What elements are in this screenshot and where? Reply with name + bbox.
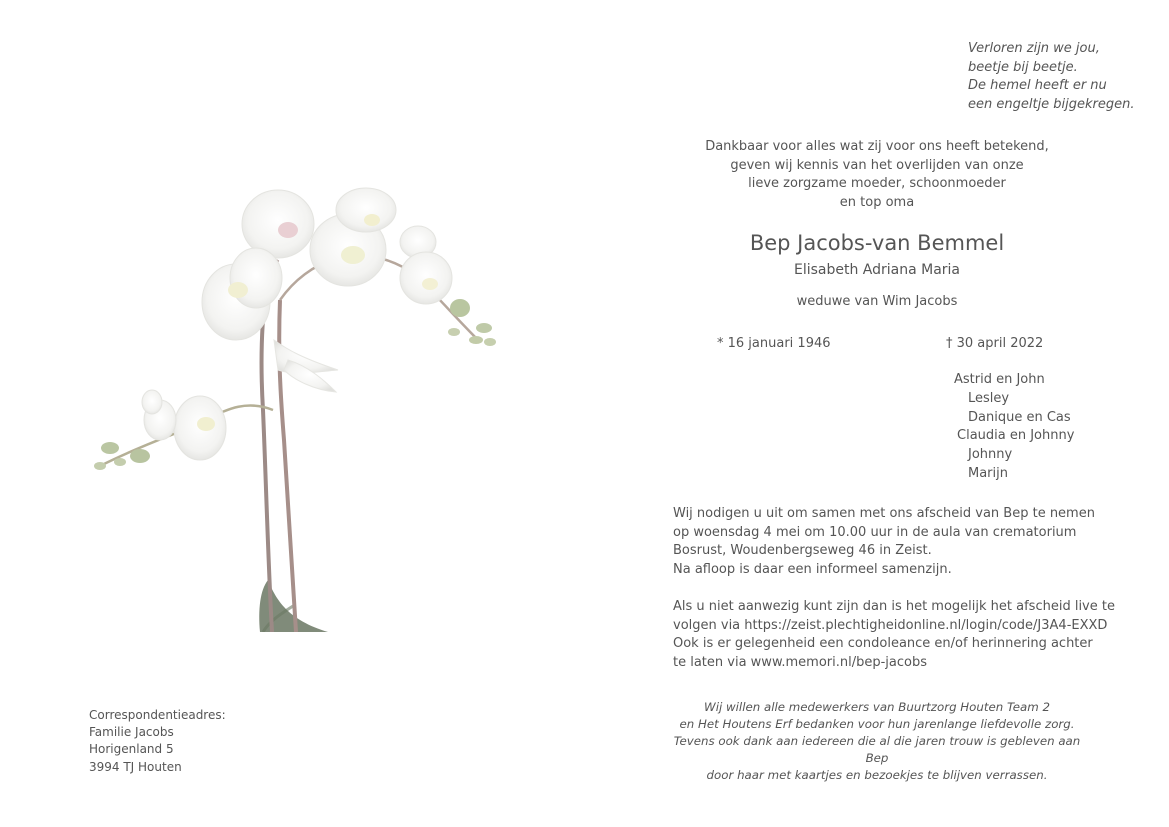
orchid-image bbox=[88, 180, 508, 632]
poem-line: een engeltje bijgekregen. bbox=[968, 96, 1135, 112]
address-line: Correspondentieadres: bbox=[89, 708, 226, 722]
livestream-line: te laten via www.memori.nl/bep-jacobs bbox=[673, 654, 928, 670]
family-member: Danique en Cas bbox=[968, 410, 1071, 425]
intro-line: geven wij kennis van het overlijden van onze bbox=[730, 157, 1024, 173]
family-member: Astrid en John bbox=[954, 372, 1045, 387]
deceased-name: Bep Jacobs-van Bemmel bbox=[749, 231, 1005, 255]
livestream-line: Als u niet aanwezig kunt zijn dan is het mogelijk het afscheid live te bbox=[673, 599, 1115, 614]
livestream-paragraph bbox=[673, 598, 1115, 672]
deceased-given-names: Elisabeth Adriana Maria bbox=[793, 262, 961, 278]
address-line: 3994 TJ Houten bbox=[89, 759, 182, 774]
intro-line: en top oma bbox=[839, 194, 915, 210]
livestream-line: volgen via https://zeist.plechtigheidonline.nl/login/code/J3A4-EXXD bbox=[673, 617, 1108, 633]
poem bbox=[968, 40, 1135, 114]
poem-line: Verloren zijn we jou, bbox=[968, 41, 1100, 56]
thanks-line: Tevens ook dank aan iedereen die al die jaren trouw is gebleven aan Bep bbox=[673, 734, 1081, 765]
family-member: Claudia en Johnny bbox=[957, 428, 1075, 443]
poem-line: De hemel heeft er nu bbox=[968, 78, 1107, 94]
widow-line: weduwe van Wim Jacobs bbox=[796, 294, 958, 309]
correspondence-address bbox=[89, 707, 226, 776]
livestream-line: Ook is er gelegenheid een condoleance en/of herinnering achter bbox=[673, 636, 1093, 652]
family-member: Lesley bbox=[968, 391, 1010, 406]
death-date: † 30 april 2022 bbox=[946, 336, 1044, 351]
invitation-line: Wij nodigen u uit om samen met ons afscheid van Bep te nemen bbox=[673, 506, 1095, 521]
intro-line: Dankbaar voor alles wat zij voor ons heeft betekend, bbox=[705, 139, 1049, 154]
invitation-line: Bosrust, Woudenbergseweg 46 in Zeist. bbox=[673, 543, 932, 559]
invitation-paragraph bbox=[673, 505, 1095, 579]
address-line: Horigenland 5 bbox=[89, 742, 174, 757]
thanks-note bbox=[666, 699, 1088, 784]
birth-date: * 16 januari 1946 bbox=[717, 336, 831, 351]
thanks-line: Wij willen alle medewerkers van Buurtzorg Houten Team 2 bbox=[704, 700, 1050, 714]
family-member: Johnny bbox=[968, 447, 1013, 462]
invitation-line: Na afloop is daar een informeel samenzijn. bbox=[673, 561, 952, 577]
address-line: Familie Jacobs bbox=[89, 725, 174, 740]
thanks-line: en Het Houtens Erf bedanken voor hun jarenlange liefdevolle zorg. bbox=[679, 717, 1075, 731]
intro-line: lieve zorgzame moeder, schoonmoeder bbox=[748, 176, 1006, 192]
poem-line: beetje bij beetje. bbox=[968, 59, 1078, 75]
thanks-line: door haar met kaartjes en bezoekjes te blijven verrassen. bbox=[706, 768, 1048, 782]
family-member: Marijn bbox=[968, 466, 1008, 481]
announcement-intro bbox=[676, 138, 1078, 212]
invitation-line: op woensdag 4 mei om 10.00 uur in de aula van crematorium bbox=[673, 524, 1077, 540]
